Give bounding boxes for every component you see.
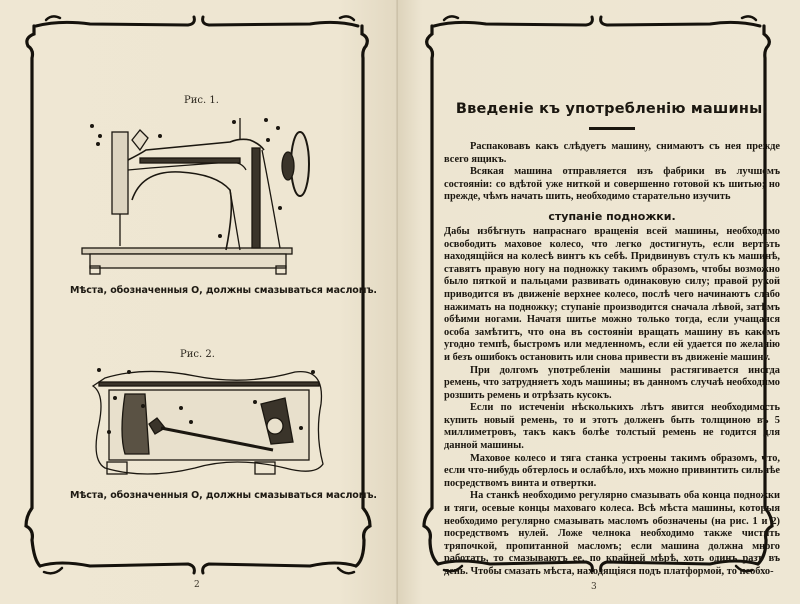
intro-paragraph-1: Распаковавъ какъ слѣдуетъ машину, снимаютъ съ нея прежде всего ящикъ. (444, 141, 780, 165)
section-subheading: ступаніе подножки. (548, 209, 676, 223)
title-divider (589, 127, 635, 130)
ornamental-frame-left (0, 0, 398, 604)
intro-paragraph-2: Всякая машина отправляется изъ фабрики въ лучшемъ состояніи: со вдѣтой уже ниткой и совершенно готовой къ шитью; но прежде, чѣмъ начать шить, необходимо старательно изучить (444, 166, 780, 203)
body-paragraph-3: Если по истеченіи нѣсколькихъ лѣтъ явится необходимость купить новый ремень, то и этотъ долженъ быть толщиною въ 5 миллиметровъ, такъ какъ болѣе толстый ремень не годится для данной машины. (444, 402, 780, 452)
figure-1-caption: Рис. 1. (184, 95, 219, 106)
figure-2-underside-illustration (85, 364, 335, 484)
figure-1-note: Мѣста, обозначенныя О, должны смазываться масломъ. (70, 285, 377, 296)
body-paragraph-1: Дабы избѣгнуть напраснаго вращенія всей машины, необходимо освободить маховое колесо, что легко достигнуть, если вертѣть находящійся на колесѣ винтъ къ себѣ. Придвинувъ стулъ къ машинѣ, ставятъ правую ногу на подножку такимъ образомъ, чтобы возможно было пяткой и пальцами развивать одинаковую силу; правой рукой приводится въ движеніе верхнее колесо, послѣ чего начинаютъ слабо нажимать на подножку; ступаніе производится сначала лѣвой, затѣмъ обѣими ногами. Начатя шитье можно только тогда, если учащаяся особа замѣтитъ, что она въ состояніи вращать машину въ какомъ угодно темпѣ, быстромъ или медленномъ, если ей удается по желанію и безъ ошибокъ остановить или снова привести въ движеніе машину. (444, 225, 780, 363)
right-page-text (444, 92, 780, 579)
body-paragraph-4: Маховое колесо и тяга станка устроены такимъ образомъ, что, если что-нибудь обтерлось и ослабѣло, ихъ можно привинтить сильнѣе посредствомъ винта и отвертки. (444, 452, 780, 489)
body-paragraph-2: При долгомъ употребленіи машины растягивается иногда ремень, что затрудняетъ ходъ машины; въ данномъ случаѣ необходимо розшить ремень и отрѣзать кусокъ. (444, 364, 780, 401)
body-paragraph-5: На станкѣ необходимо регулярно смазывать оба конца подножки и тяги, осевые концы маховаго колеса. Всѣ мѣста машины, которыя необходимо регулярно смазывать масломъ обозначены (на рис. 1 и 2) посредствомъ нулей. Ложе челнока необходимо также чистить тряпочкой, пропитанной масломъ; если машина должна много работать, то смазываютъ ее, по крайней мѣрѣ, хоть одинъ разъ въ день. Чтобы смазать мѣста, находящіяся подъ платформой, то необхо- (444, 490, 780, 577)
page-number-right: 3 (591, 582, 597, 592)
figure-2-note: Мѣста, обозначенныя О, должны смазываться масломъ. (70, 490, 377, 501)
page-number-left: 2 (194, 580, 200, 590)
figure-1-sewing-machine-illustration (80, 110, 340, 280)
left-page (0, 0, 398, 604)
chapter-title: Введеніе къ употребленію машины. (455, 101, 769, 117)
figure-2-caption: Рис. 2. (180, 349, 215, 360)
